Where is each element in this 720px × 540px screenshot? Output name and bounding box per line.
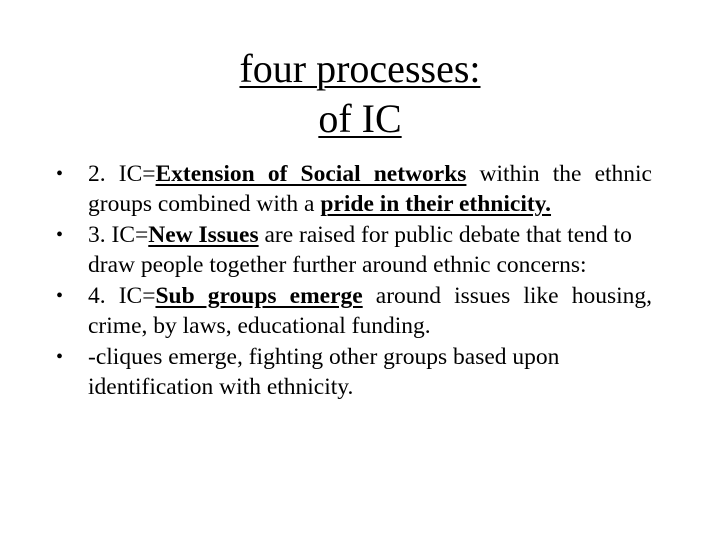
bullet-item-2 [52,160,652,219]
bullet-marker: • [56,224,64,246]
bullet-item-3 [52,221,652,280]
bullet-marker: • [56,285,64,307]
bullet-marker: • [56,346,64,368]
slide-title [120,44,600,144]
bullet-item-cliques [52,343,652,402]
bullet-text: -cliques emerge, fighting other groups based upon identification with ethnicity. [88,344,560,400]
bullet-item-4 [52,282,652,341]
bullet-text-prefix: 3. IC= [88,222,149,248]
bullet-text: within the ethnic groups combined with a [88,161,652,217]
bullet-text: around issues like housing, crime, by laws, educational funding. [88,283,652,339]
bullet-text: are raised for public debate that tend to draw people together further around ethnic concerns: [88,222,632,278]
bullet-list [52,160,652,404]
bullet-text-prefix: 4. IC= [88,283,156,309]
bullet-emphasis: New Issues [148,222,259,248]
title-line-1: four processes: [239,46,481,91]
bullet-emphasis: Sub groups emerge [155,283,363,309]
bullet-marker: • [56,163,64,185]
title-line-2: of IC [318,96,402,141]
bullet-text-prefix: 2. IC= [88,161,156,187]
bullet-emphasis: pride in their ethnicity. [320,190,552,217]
bullet-emphasis: Extension of Social networks [155,161,467,187]
